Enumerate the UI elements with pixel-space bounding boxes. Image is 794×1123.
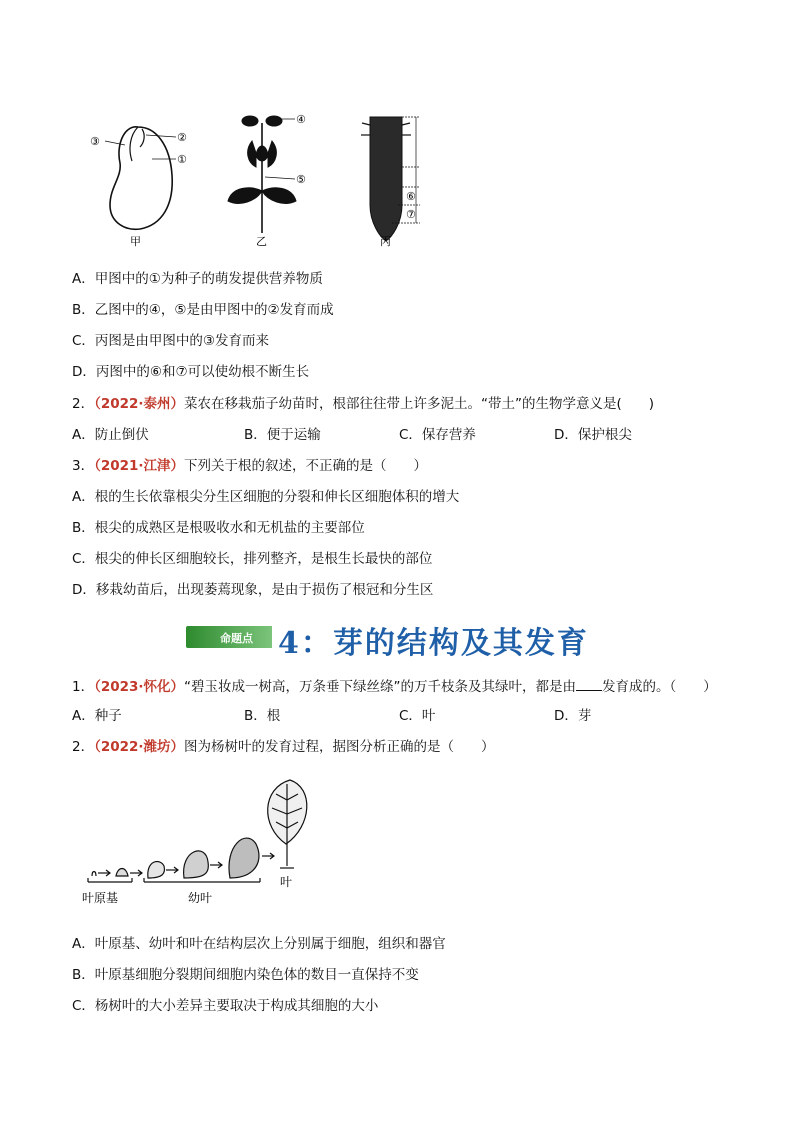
section-tag-label: 命题点 [220,632,253,645]
s4q1-options [72,707,732,725]
q3-text: 下列关于根的叙述，不正确的是（ ） [184,458,428,474]
marker-7: ⑦ [406,208,416,221]
q2-option-a: A．防止倒伏 [72,427,149,443]
marker-5: ⑤ [296,173,306,186]
q3-number: 3． [72,458,95,474]
q2-stem [72,395,654,413]
marker-2: ② [177,131,187,144]
q2-text: 菜农在移栽茄子幼苗时，根部往往带上许多泥土。“带土”的生物学意义是( ) [184,396,655,412]
q3-option-c: C．根尖的伸长区细胞较长，排列整齐，是根生长最快的部位 [72,551,433,567]
s4q1-option-a: A．种子 [72,708,122,724]
q2-option-b: B．便于运输 [244,427,321,443]
label-young-leaf: 幼叶 [188,891,213,905]
s4q1-option-b: B．根 [244,708,281,724]
q2-number: 2． [72,396,95,412]
q2-source: （2022·泰州） [94,396,185,412]
s4q2-option-c: C．杨树叶的大小差异主要取决于构成其细胞的大小 [72,998,379,1014]
q3-source: （2021·江津） [94,458,185,474]
q1-option-b: B．乙图中的④，⑤是由甲图中的②发育而成 [72,302,334,318]
q3-option-d: D．移栽幼苗后，出现萎蔫现象，是由于损伤了根冠和分生区 [72,582,434,598]
q1-option-a: A．甲图中的①为种子的萌发提供营养物质 [72,271,323,287]
s4q1-stem [72,676,717,696]
seed-diagram [105,127,176,229]
q1-option-c: C．丙图是由甲图中的③发育而来 [72,333,270,349]
label-jia: 甲 [130,235,141,248]
s4q2-stem [72,738,495,756]
seedling-diagram [228,116,296,233]
marker-3: ③ [90,135,100,148]
label-leaf: 叶 [280,875,293,889]
s4q2-option-b: B．叶原基细胞分裂期间细胞内染色体的数目一直保持不变 [72,967,419,983]
s4q1-number: 1． [72,679,95,695]
marker-1: ① [177,153,187,166]
s4q1-source: （2023·怀化） [94,679,185,695]
s4q2-option-a: A．叶原基、幼叶和叶在结构层次上分别属于细胞，组织和器官 [72,936,446,952]
s4q1-option-d: D．芽 [554,708,592,724]
s4q1-text-before: “碧玉妆成一树高，万条垂下绿丝绦”的万千枝条及其绿叶，都是由 [184,679,577,695]
answer-blank[interactable] [576,676,602,691]
label-leaf-primordium: 叶原基 [82,891,119,905]
s4q1-option-c: C．叶 [399,708,436,724]
q2-options [72,426,732,444]
leaf-development-diagram [88,780,307,882]
s4q2-text: 图为杨树叶的发育过程，据图分析正确的是（ ） [184,739,495,755]
section-title: 4：芽的结构及其发育 [278,626,589,661]
s4q1-text-after: 发育成的。（ ） [602,679,717,695]
root-tip-diagram [361,117,420,241]
s4q2-source: （2022·潍坊） [94,739,185,755]
figure-leaf-development [80,770,340,920]
label-yi: 乙 [256,235,267,248]
q3-option-a: A．根的生长依靠根尖分生区细胞的分裂和伸长区细胞体积的增大 [72,489,460,505]
q1-option-d: D．丙图中的⑥和⑦可以使幼根不断生长 [72,364,310,380]
q2-option-d: D．保护根尖 [554,427,632,443]
label-bing: 丙 [380,235,391,248]
q2-option-c: C．保存营养 [399,427,476,443]
q3-stem [72,457,427,475]
section-banner [186,616,626,662]
s4q2-number: 2． [72,739,95,755]
marker-6: ⑥ [406,190,416,203]
q3-option-b: B．根尖的成熟区是根吸收水和无机盐的主要部位 [72,520,365,536]
figure-seed-seedling-root [80,105,430,255]
marker-4: ④ [296,113,306,126]
